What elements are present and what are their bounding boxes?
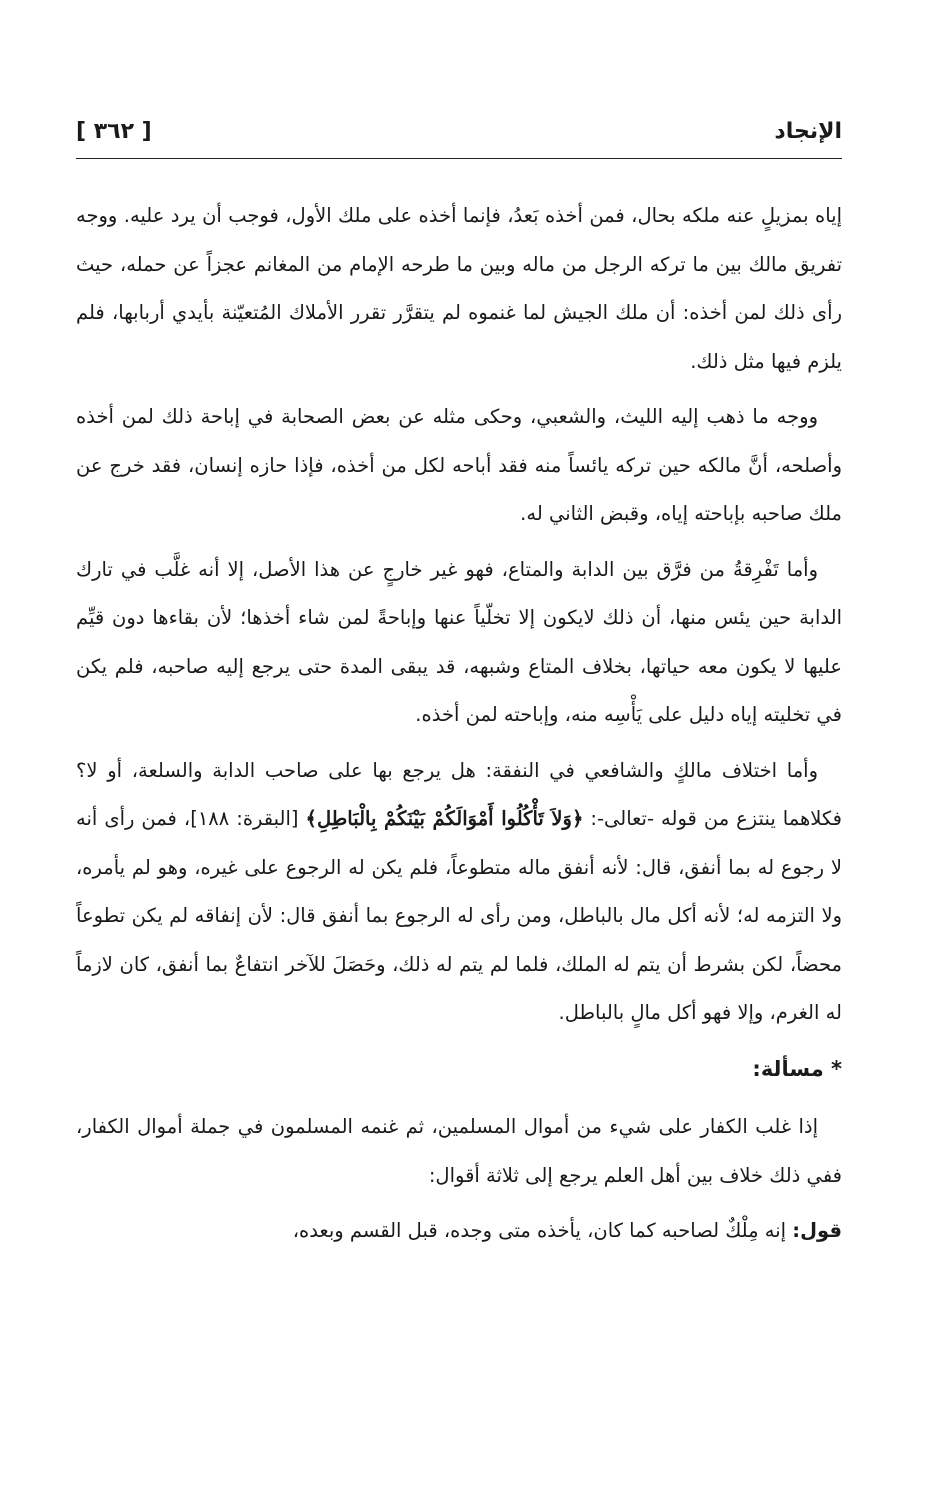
opinion-text: إنه مِلْكٌ لصاحبه كما كان، يأخذه متى وجده، قبل القسم وبعده، [292,1219,793,1242]
page-number: [ ٣٦٢ ] [76,119,152,144]
running-title: الإنجاد [774,119,842,144]
page-header [76,112,842,152]
quran-verse: ﴿وَلاَ تَأْكُلُوا أَمْوَالَكُمْ بَيْنَكُمْ بِالْبَاطِلِ﴾ [305,807,584,830]
section-heading-masala: * مسألة: [752,1056,842,1081]
paragraph-4-text-before: وأما اختلاف مالكٍ والشافعي في النفقة: هل يرجع بها على صاحب الدابة والسلعة، أو لا؟ فكلاهما ينتزع من قوله -تعالى-: [76,758,842,830]
page-body [76,192,842,1263]
paragraph-4-text-after: [البقرة: ١٨٨]، فمن رأى أنه لا رجوع له بما أنفق، قال: لأنه أنفق ماله متطوعاً، فلم يكن له الرجوع على غيره، وهو لم يأمره، ولا التزمه له؛ لأنه أكل مال بالباطل، ومن رأى له الرجوع بما أنفق قال: لأن إنفاقه لم يكن تطوعاً محضاً، لكن بشرط أن يتم له الملك، فلما لم يتم له ذلك، وحَصَلَ للآخر انتفاعٌ بما أنفق، كان لازماً له الغرم، وإلا فهو أكل مالٍ بالباطل. [76,807,842,1024]
paragraph-4 [76,747,842,1038]
paragraph-2: ووجه ما ذهب إليه الليث، والشعبي، وحكى مثله عن بعض الصحابة في إباحة ذلك لمن أخذه وأصلحه، أنَّ مالكه حين تركه يائساً منه فقد أباحه لكل من أخذه، فإذا حازه إنسان، فقد خرج عن ملك صاحبه بإباحته إياه، وقبض الثاني له. [76,405,842,525]
paragraph-6 [76,1207,842,1256]
paragraph-1: إياه بمزيلٍ عنه ملكه بحال، فمن أخذه بَعدُ، فإنما أخذه على ملك الأول، فوجب أن يرد عليه. ووجه تفريق مالك بين ما تركه الرجل من ماله وبين ما طرحه الإمام من المغانم عجزاً عن حمله، حيث رأى ذلك لمن أخذه: أن ملك الجيش لما غنموه لم يتقرَّر تقرر الأملاك المُتعيّنة بأيدي أربابها، فلم يلزم فيها مثل ذلك. [76,204,842,373]
header-divider [76,158,842,159]
paragraph-5: إذا غلب الكفار على شيء من أموال المسلمين، ثم غنمه المسلمون في جملة أموال الكفار، ففي ذلك خلاف بين أهل العلم يرجع إلى ثلاثة أقوال: [76,1115,842,1187]
opinion-label: قول: [792,1219,842,1242]
paragraph-3: وأما تَفْرِقةُ من فرَّق بين الدابة والمتاع، فهو غير خارجٍ عن هذا الأصل، إلا أنه غلَّب في تارك الدابة حين يئس منها، أن ذلك لايكون إلا تخلّياً عنها وإباحةً لمن شاء أخذها؛ لأن بقاءها دون قيِّم عليها لا يكون معه حياتها، بخلاف المتاع وشبهه، قد يبقى المدة حتى يرجع إليه صاحبه، فلم يكن في تخليته إياه دليل على يَأْسِه منه، وإباحته لمن أخذه. [76,557,842,726]
